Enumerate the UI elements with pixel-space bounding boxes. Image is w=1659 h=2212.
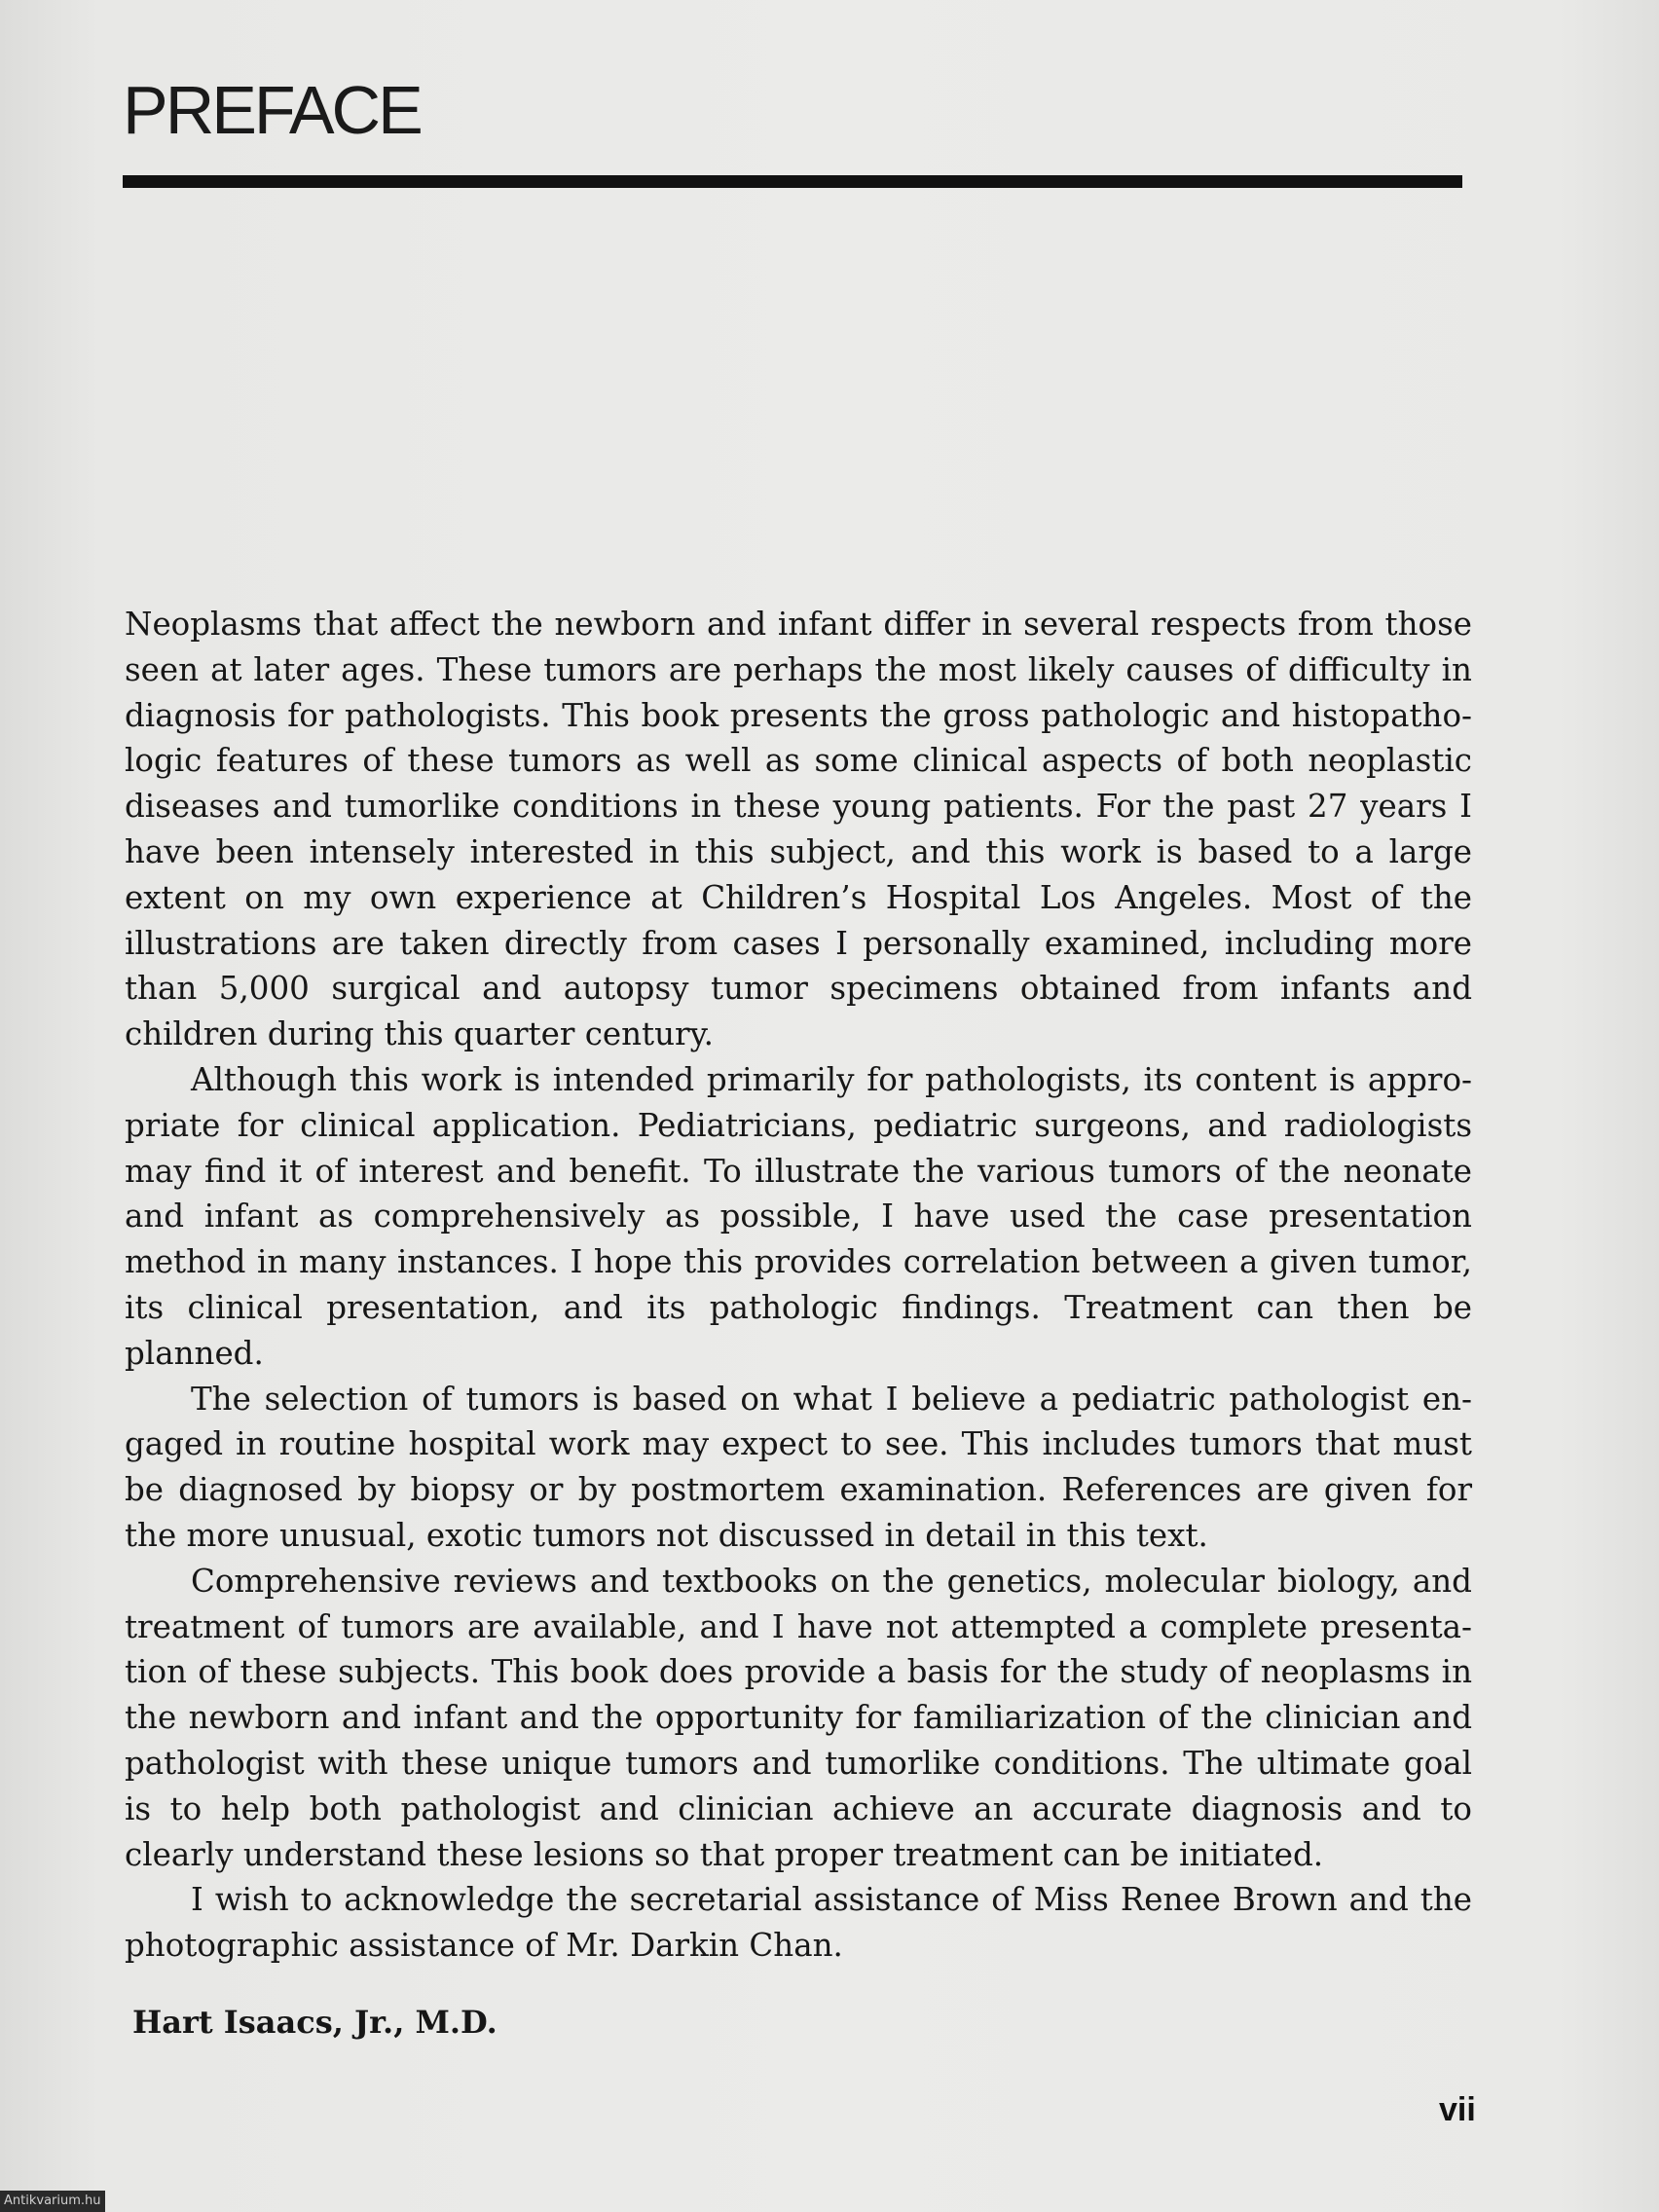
paragraph: Comprehensive reviews and textbooks on the genetics, molecular biology, and treatment of tumors are available, and I have not attempted a complete presentation of these subjects. This book does provide a basis for the study of neoplasms in the newborn and infant and the opportunity for familiarization of the clinician and pathologist with these unique tumors and tumorlike conditions. The ultimate goal is to help both pathologist and clinician achieve an accurate diagnosis and to clearly understand these lesions so that proper treatment can be initiated. xyxy=(125,1562,1472,1873)
watermark: Antikvarium.hu xyxy=(0,2191,105,2212)
paragraph: I wish to acknowledge the secretarial assistance of Miss Renee Brown and the photographic assistance of Mr. Darkin Chan. xyxy=(125,1881,1472,1965)
author-signature: Hart Isaacs, Jr., M.D. xyxy=(132,2004,498,2041)
page-title: PREFACE xyxy=(123,72,421,148)
paragraph: Although this work is intended primarily for pathologists, its content is appropriate for clinical application. Pediatricians, pediatric surgeons, and radiologists may find it of interest and benefit. To illustrate the various tumors of the neonate and infant as comprehensively as possible, I have used the case presentation method in many instances. I hope this provides correlation between a given tumor, its clinical presentation, and its pathologic findings. Treatment can then be planned. xyxy=(125,1060,1472,1372)
page-number: vii xyxy=(1439,2091,1476,2128)
paragraph: Neoplasms that affect the newborn and infant differ in several respects from those seen at later ages. These tumors are perhaps the most likely causes of difficulty in diagnosis for pathologists. This book presents the gross pathologic and histopathologic features of these tumors as well as some clinical aspects of both neoplastic diseases and tumorlike conditions in these young patients. For the past 27 years I have been intensely interested in this subject, and this work is based to a large extent on my own experience at Children’s Hospital Los Angeles. Most of the illustrations are taken directly from cases I personally examined, including more than 5,000 surgical and autopsy tumor specimens obtained from infants and children during this quarter century. xyxy=(125,606,1472,1053)
title-rule xyxy=(123,175,1462,188)
paragraph: The selection of tumors is based on what I believe a pediatric pathologist engaged in routine hospital work may expect to see. This includes tumors that must be diagnosed by biopsy or by postmortem examination. References are given for the more unusual, exotic tumors not discussed in detail in this text. xyxy=(125,1380,1472,1554)
preface-body xyxy=(125,602,1472,1969)
